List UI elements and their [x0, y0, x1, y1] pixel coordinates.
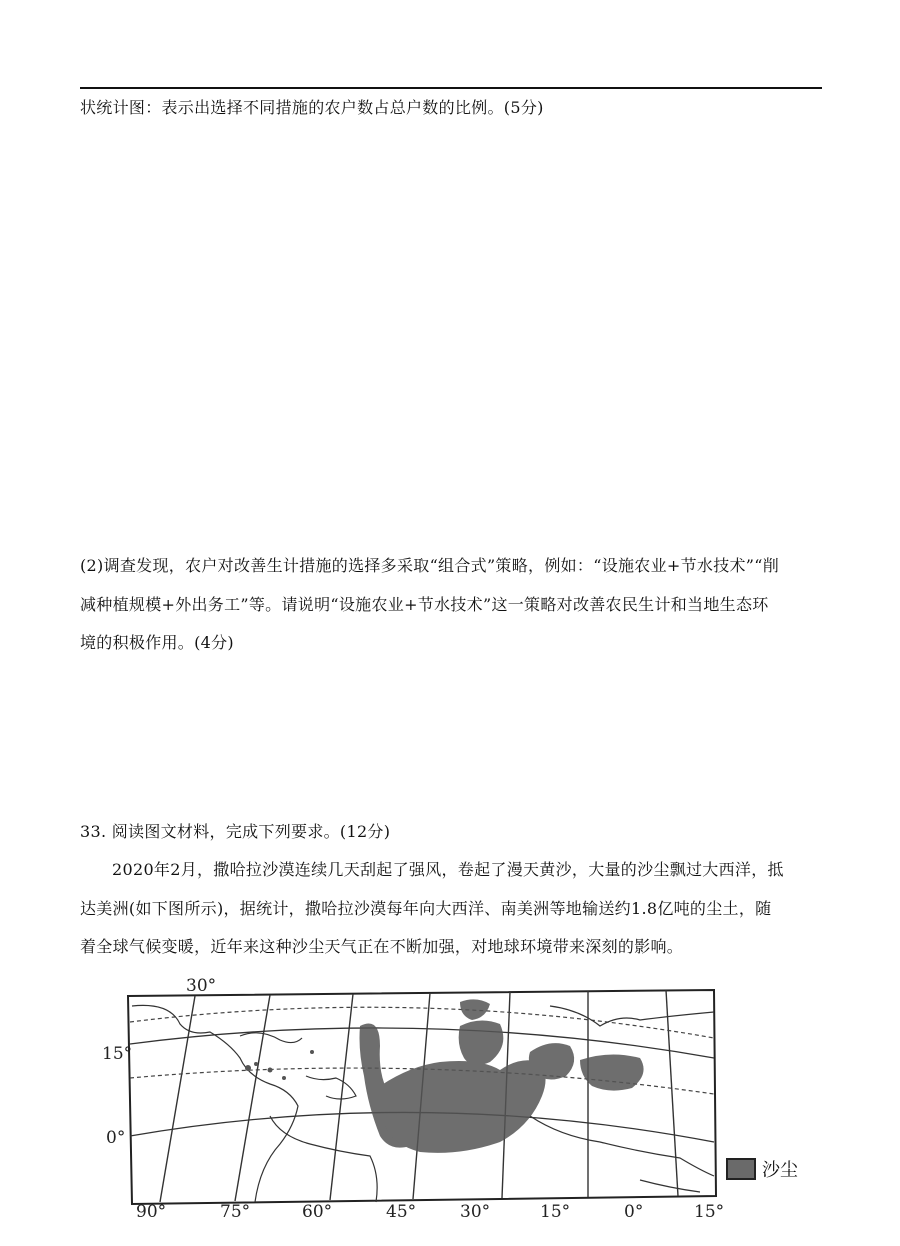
question-33-title: 33. 阅读图文材料，完成下列要求。(12分) [80, 822, 391, 841]
lon-label: 30° [460, 1202, 491, 1222]
lon-label: 15° [540, 1202, 571, 1222]
dust-legend-swatch [726, 1158, 756, 1180]
material-paragraph-line: 2020年2月，撒哈拉沙漠连续几天刮起了强风，卷起了漫天黄沙，大量的沙尘飘过大西洋，抵 [112, 860, 784, 879]
lon-label: 0° [624, 1202, 644, 1222]
dust-map [80, 966, 822, 1228]
material-paragraph-line: 达美洲(如下图所示)，据统计，撒哈拉沙漠每年向大西洋、南美洲等地输送约1.8亿吨的尘土，随 [80, 899, 772, 918]
top-rule [80, 87, 822, 89]
question-text-line: 状统计图：表示出选择不同措施的农户数占总户数的比例。(5分) [80, 98, 544, 117]
lon-label: 90° [136, 1202, 167, 1222]
legend-label: 沙尘 [762, 1160, 798, 1181]
lat-label: 15° [102, 1044, 133, 1064]
lat-label: 30° [186, 976, 217, 996]
lon-label: 75° [220, 1202, 251, 1222]
map-graphic [80, 966, 822, 1228]
material-paragraph-line: 着全球气候变暖，近年来这种沙尘天气正在不断加强，对地球环境带来深刻的影响。 [80, 937, 684, 956]
question-2-line: 境的积极作用。(4分) [80, 633, 234, 652]
map-legend [726, 1156, 798, 1182]
lon-label: 60° [302, 1202, 333, 1222]
lon-label: 15° [694, 1202, 725, 1222]
question-2-line: 减种植规模+外出务工”等。请说明“设施农业+节水技术”这一策略对改善农民生计和当地生态环 [80, 595, 769, 614]
lon-label: 45° [386, 1202, 417, 1222]
lat-label: 0° [106, 1128, 126, 1148]
question-2-line: (2)调查发现，农户对改善生计措施的选择多采取“组合式”策略，例如：“设施农业+节水技术”“削 [80, 556, 780, 575]
